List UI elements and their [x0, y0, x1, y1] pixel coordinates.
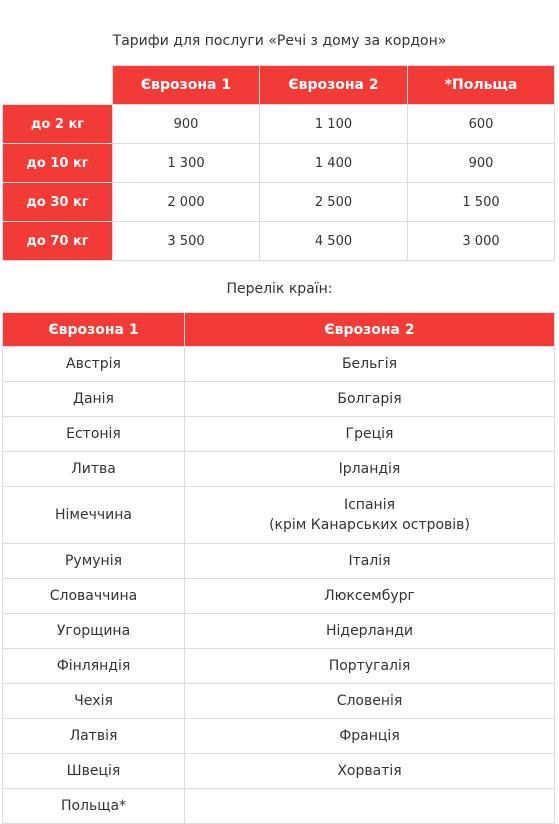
rate-value: 2 500: [260, 183, 408, 222]
countries-table: [2, 312, 555, 824]
rates-col-header: Єврозона 2: [260, 66, 408, 105]
country-cell: Словенія: [185, 684, 555, 719]
rate-value: 2 000: [113, 183, 260, 222]
weight-label: до 2 кг: [3, 105, 113, 144]
country-cell: Словаччина: [3, 579, 185, 614]
rates-header-row: [3, 66, 555, 105]
country-name: Іспанія: [343, 497, 396, 513]
weight-label: до 30 кг: [3, 183, 113, 222]
rates-corner-cell: [3, 66, 113, 105]
country-cell: Естонія: [3, 417, 185, 452]
countries-header-row: [3, 313, 555, 347]
rates-row: [3, 105, 555, 144]
country-cell: Ірландія: [185, 452, 555, 487]
weight-label: до 10 кг: [3, 144, 113, 183]
country-cell: Італія: [185, 544, 555, 579]
table-row: [3, 684, 555, 719]
rate-value: 3 500: [113, 222, 260, 261]
countries-col-header: Єврозона 1: [3, 313, 185, 347]
country-note: (крім Канарських островів): [269, 517, 470, 533]
table-row: [3, 719, 555, 754]
country-cell: [185, 789, 555, 824]
country-cell: Чехія: [3, 684, 185, 719]
country-cell: Греція: [185, 417, 555, 452]
rates-col-header: Єврозона 1: [113, 66, 260, 105]
rate-value: 1 500: [408, 183, 555, 222]
country-cell: Франція: [185, 719, 555, 754]
country-cell: Литва: [3, 452, 185, 487]
rate-value: 4 500: [260, 222, 408, 261]
rates-col-header: *Польща: [408, 66, 555, 105]
country-cell: Данія: [3, 382, 185, 417]
rates-row: [3, 144, 555, 183]
table-row: [3, 382, 555, 417]
rates-row: [3, 222, 555, 261]
rates-table: [2, 65, 555, 261]
country-cell: Люксембург: [185, 579, 555, 614]
rate-value: 600: [408, 105, 555, 144]
country-cell: [185, 487, 555, 544]
rate-value: 900: [408, 144, 555, 183]
country-cell: Бельгія: [185, 347, 555, 382]
countries-col-header: Єврозона 2: [185, 313, 555, 347]
table-row: [3, 649, 555, 684]
country-cell: Латвія: [3, 719, 185, 754]
table-row: [3, 544, 555, 579]
country-cell: Польща*: [3, 789, 185, 824]
rate-value: 3 000: [408, 222, 555, 261]
weight-label: до 70 кг: [3, 222, 113, 261]
country-cell: Фінляндія: [3, 649, 185, 684]
country-cell: Швеція: [3, 754, 185, 789]
rates-row: [3, 183, 555, 222]
table-row: [3, 347, 555, 382]
table-row: [3, 789, 555, 824]
rate-value: 1 100: [260, 105, 408, 144]
country-cell: Португалія: [185, 649, 555, 684]
country-cell: Угорщина: [3, 614, 185, 649]
country-cell: Австрія: [3, 347, 185, 382]
countries-title: Перелік країн:: [226, 281, 333, 297]
rate-value: 900: [113, 105, 260, 144]
country-cell: Нідерланди: [185, 614, 555, 649]
table-row: [3, 579, 555, 614]
table-row: [3, 614, 555, 649]
rate-value: 1 400: [260, 144, 408, 183]
country-cell: Німеччина: [3, 487, 185, 544]
table-row: [3, 417, 555, 452]
country-cell: Румунія: [3, 544, 185, 579]
country-cell: Болгарія: [185, 382, 555, 417]
rate-value: 1 300: [113, 144, 260, 183]
country-cell: Хорватія: [185, 754, 555, 789]
page-title: Тарифи для послуги «Речі з дому за кордон»: [112, 33, 447, 49]
table-row: [3, 452, 555, 487]
table-row: [3, 754, 555, 789]
table-row: [3, 487, 555, 544]
